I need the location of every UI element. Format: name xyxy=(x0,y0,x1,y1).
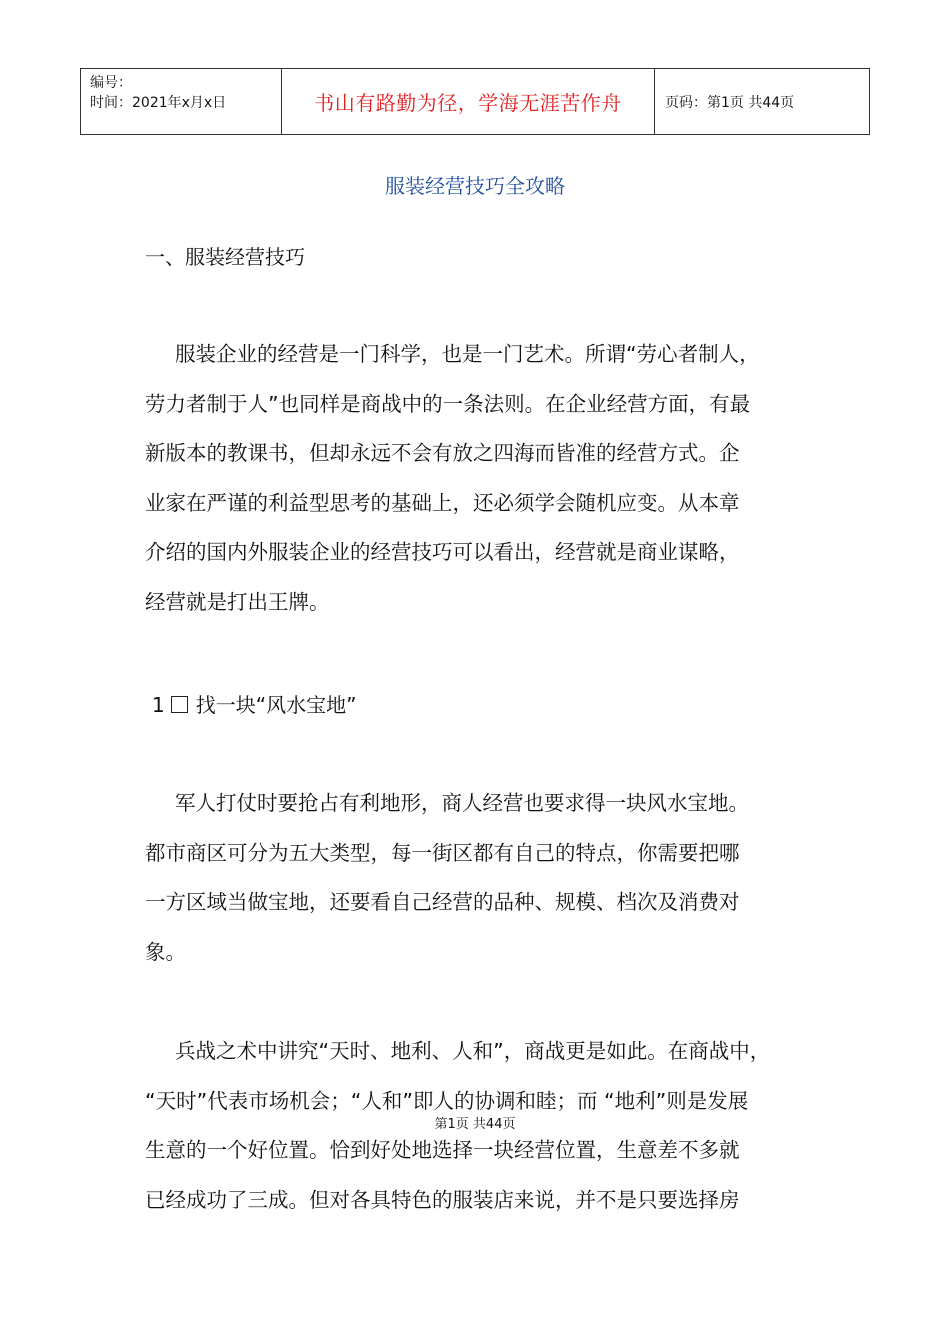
square-icon xyxy=(171,696,188,713)
document-title: 服装经营技巧全攻略 xyxy=(385,174,565,198)
paragraph-line: 象。 xyxy=(145,939,186,964)
paragraph-2 xyxy=(145,779,825,977)
header-info-cell xyxy=(81,69,282,134)
paragraph-line: 介绍的国内外服装企业的经营技巧可以看出，经营就是商业谋略， xyxy=(145,540,740,564)
paragraph-line: 业家在严谨的利益型思考的基础上，还必须学会随机应变。从本章 xyxy=(145,490,740,515)
paragraph-line: 劳力者制于人”也同样是商战中的一条法则。在企业经营方面，有最 xyxy=(145,391,751,416)
paragraph-line: 兵战之术中讲究“天时、地利、人和”，商战更是如此。在商战中， xyxy=(175,1039,771,1063)
number-label: 编号： xyxy=(90,75,132,91)
paragraph-line: 一方区域当做宝地，还要看自己经营的品种、规模、档次及消费对 xyxy=(145,890,740,914)
paragraph-line: 军人打仗时要抢占有利地形，商人经营也要求得一块风水宝地。 xyxy=(175,791,749,815)
paragraph-line: 生意的一个好位置。恰到好处地选择一块经营位置，生意差不多就 xyxy=(145,1138,740,1162)
subsection-heading xyxy=(152,689,356,718)
section-heading: 一、服装经营技巧 xyxy=(145,245,305,269)
paragraph-line: 都市商区可分为五大类型，每一街区都有自己的特点，你需要把哪 xyxy=(145,840,740,865)
page-footer: 第1页 共44页 xyxy=(434,1117,516,1132)
paragraph-1 xyxy=(145,330,825,627)
paragraph-line: 已经成功了三成。但对各具特色的服装店来说，并不是只要选择房 xyxy=(145,1187,740,1212)
paragraph-line: 经营就是打出王牌。 xyxy=(145,589,330,614)
time-label: 时间：2021年x月x日 xyxy=(90,95,227,111)
header-table xyxy=(80,68,870,135)
motto: 书山有路勤为径，学海无涯苦作舟 xyxy=(282,69,655,134)
paragraph-line: 新版本的教课书，但却永远不会有放之四海而皆准的经营方式。企 xyxy=(145,441,740,465)
subsection-title: 找一块“风水宝地” xyxy=(195,693,357,717)
paragraph-line: 服装企业的经营是一门科学，也是一门艺术。所谓“劳心者制人， xyxy=(175,342,760,366)
page-info: 页码：第1页 共44页 xyxy=(665,94,795,111)
paragraph-line: “天时”代表市场机会；“人和”即人的协调和睦；而 “地利”则是发展 xyxy=(145,1088,749,1113)
subsection-number: 1 xyxy=(152,693,165,717)
